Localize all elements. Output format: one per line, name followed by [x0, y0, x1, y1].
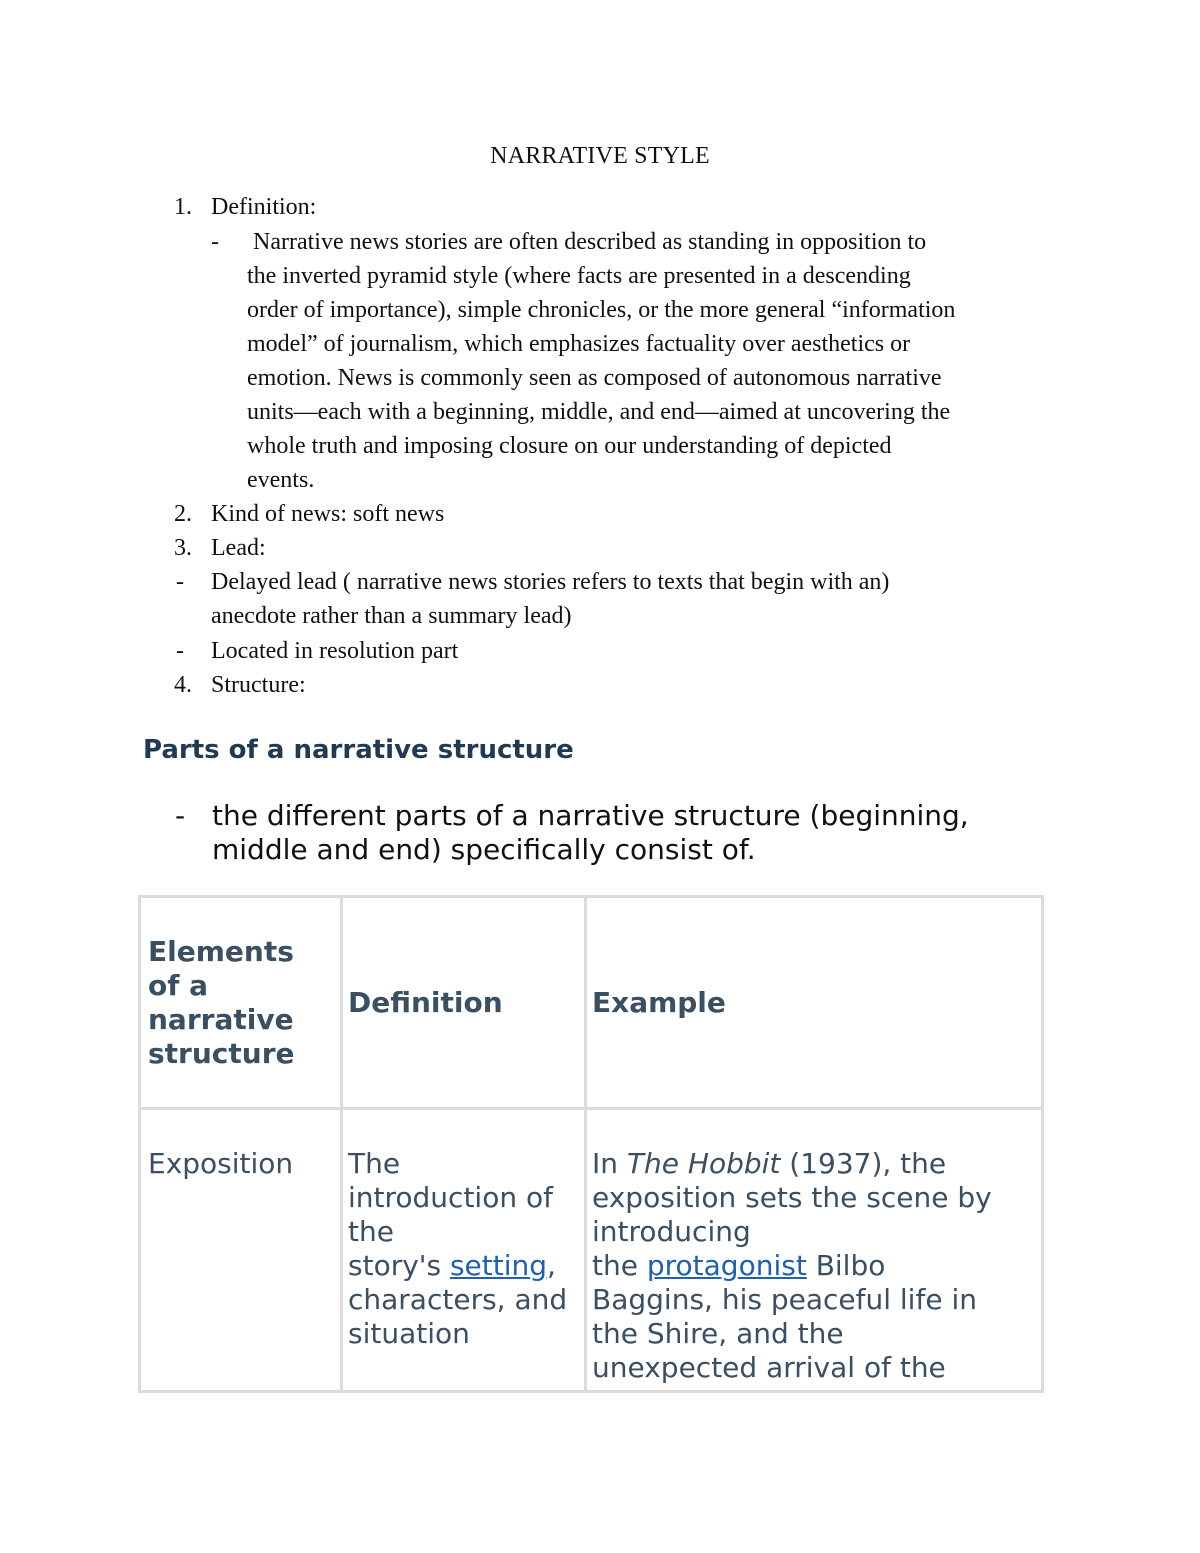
- definition-cell-line: the: [348, 1215, 394, 1248]
- section-heading: Parts of a narrative structure: [143, 735, 574, 765]
- narrative-structure-table: [138, 895, 1044, 1393]
- definition-line-8: events.: [247, 467, 315, 493]
- example-text: Bilbo: [806, 1249, 886, 1282]
- structure-label: Structure:: [211, 672, 306, 698]
- definition-text: ,: [547, 1249, 556, 1282]
- header-elements: [148, 935, 295, 1071]
- bullet-dash: -: [211, 229, 219, 255]
- definition-label: Definition:: [211, 194, 317, 220]
- definition-line-4: model” of journalism, which emphasizes factuality over aesthetics or: [247, 331, 911, 357]
- definition-line-6: units—each with a beginning, middle, and end—aimed at uncovering the: [247, 399, 951, 425]
- cell-element-exposition: Exposition: [148, 1147, 294, 1180]
- definition-cell-line: introduction of: [348, 1181, 553, 1214]
- located-line: Located in resolution part: [211, 638, 459, 664]
- table-divider: [584, 898, 587, 1390]
- bullet-dash: -: [175, 799, 186, 832]
- definition-cell-line: The: [348, 1147, 401, 1180]
- example-cell-line: [592, 1147, 992, 1181]
- table-divider: [340, 898, 343, 1390]
- definition-line-7: whole truth and imposing closure on our understanding of depicted: [247, 433, 892, 459]
- example-text: In: [592, 1147, 627, 1180]
- list-number-2: 2.: [174, 501, 192, 527]
- header-elements-line: structure: [148, 1037, 295, 1070]
- kind-of-news: Kind of news: soft news: [211, 501, 445, 527]
- cell-example: [592, 1147, 992, 1385]
- definition-text: story's: [348, 1249, 450, 1282]
- parts-line-1: the different parts of a narrative structure (beginning,: [212, 799, 969, 832]
- example-cell-line: the Shire, and the: [592, 1317, 844, 1350]
- example-cell-line: exposition sets the scene by: [592, 1181, 992, 1214]
- book-title: The Hobbit: [626, 1147, 781, 1180]
- lead-line-1: Delayed lead ( narrative news stories refers to texts that begin with an): [211, 569, 890, 595]
- list-number-1: 1.: [174, 194, 192, 220]
- setting-link[interactable]: setting: [449, 1249, 548, 1282]
- cell-definition: [348, 1147, 567, 1351]
- definition-cell-line: characters, and: [348, 1283, 568, 1316]
- example-cell-line: introducing: [592, 1215, 751, 1248]
- header-elements-line: of a: [148, 969, 209, 1002]
- example-cell-line: unexpected arrival of the: [592, 1351, 946, 1384]
- protagonist-link[interactable]: protagonist: [646, 1249, 807, 1282]
- list-number-4: 4.: [174, 672, 192, 698]
- definition-line-5: emotion. News is commonly seen as composed of autonomous narrative: [247, 365, 942, 391]
- parts-line-2: middle and end) specifically consist of.: [212, 833, 756, 866]
- bullet-dash: -: [176, 569, 184, 595]
- example-cell-line: Baggins, his peaceful life in: [592, 1283, 977, 1316]
- example-text: (1937), the: [780, 1147, 947, 1180]
- definition-line-1: Narrative news stories are often described as standing in opposition to: [253, 229, 927, 255]
- definition-line-3: order of importance), simple chronicles, or the more general “information: [247, 297, 956, 323]
- header-elements-line: narrative: [148, 1003, 294, 1036]
- example-cell-line: [592, 1249, 992, 1283]
- definition-line-2: the inverted pyramid style (where facts are presented in a descending: [247, 263, 911, 289]
- list-number-3: 3.: [174, 535, 192, 561]
- bullet-dash: -: [176, 638, 184, 664]
- definition-cell-line: situation: [348, 1317, 470, 1350]
- definition-cell-line: [348, 1249, 567, 1283]
- header-elements-line: Elements: [148, 935, 294, 968]
- header-example: Example: [592, 986, 726, 1019]
- document-title: NARRATIVE STYLE: [490, 143, 710, 169]
- lead-label: Lead:: [211, 535, 266, 561]
- example-text: the: [592, 1249, 647, 1282]
- lead-line-2: anecdote rather than a summary lead): [211, 603, 572, 629]
- table-divider: [141, 1107, 1041, 1110]
- header-definition: Definition: [348, 986, 503, 1019]
